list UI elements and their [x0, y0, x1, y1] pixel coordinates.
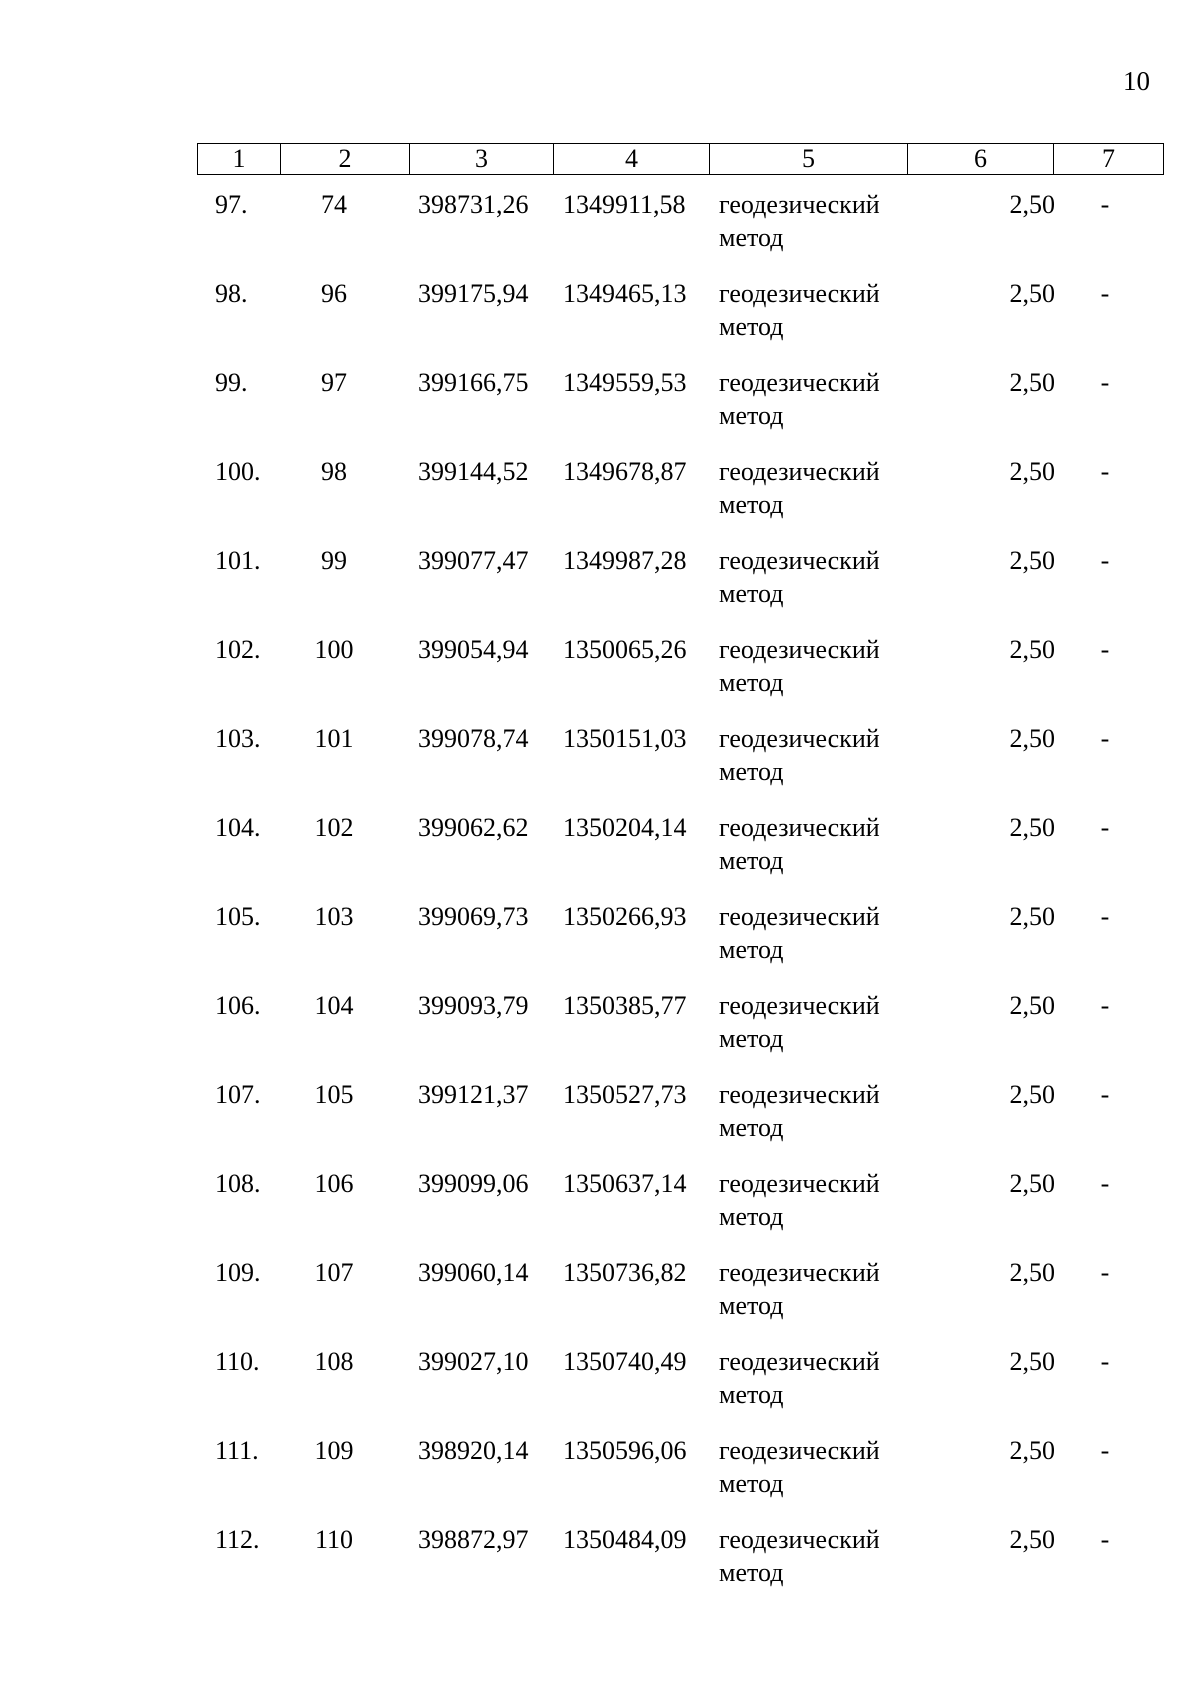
accuracy-value: 2,50	[1009, 1525, 1055, 1554]
point-number: 102	[314, 813, 354, 842]
note-value: -	[1100, 1080, 1110, 1109]
coordinate-y: 1350151,03	[563, 724, 687, 753]
accuracy-value: 2,50	[1009, 190, 1055, 219]
note-value: -	[1100, 724, 1110, 753]
note-value: -	[1100, 1525, 1110, 1554]
table-row	[197, 633, 1163, 722]
table-row	[197, 1167, 1163, 1256]
coordinate-y: 1349465,13	[563, 279, 687, 308]
table-row	[197, 1345, 1163, 1434]
coordinate-x: 399093,79	[418, 991, 529, 1020]
point-number: 96	[321, 279, 347, 308]
column-header: 3	[410, 144, 554, 175]
coordinate-y: 1349678,87	[563, 457, 687, 486]
column-header: 1	[198, 144, 281, 175]
determination-method: геодезический метод	[719, 1525, 880, 1587]
table-row	[197, 811, 1163, 900]
determination-method: геодезический метод	[719, 1347, 880, 1409]
coordinate-x: 399062,62	[418, 813, 529, 842]
table-row	[197, 277, 1163, 366]
row-number: 103.	[215, 724, 261, 753]
note-value: -	[1100, 635, 1110, 664]
determination-method: геодезический метод	[719, 724, 880, 786]
coordinate-y: 1349911,58	[563, 190, 686, 219]
note-value: -	[1100, 902, 1110, 931]
row-number: 99.	[215, 368, 248, 397]
point-number: 109	[314, 1436, 354, 1465]
coordinate-x: 398920,14	[418, 1436, 529, 1465]
row-number: 111.	[215, 1436, 259, 1465]
point-number: 104	[314, 991, 354, 1020]
determination-method: геодезический метод	[719, 635, 880, 697]
determination-method: геодезический метод	[719, 457, 880, 519]
coordinate-x: 399099,06	[418, 1169, 529, 1198]
coordinate-y: 1350527,73	[563, 1080, 687, 1109]
table-row	[197, 188, 1163, 277]
point-number: 74	[321, 190, 347, 219]
determination-method: геодезический метод	[719, 1258, 880, 1320]
accuracy-value: 2,50	[1009, 546, 1055, 575]
accuracy-value: 2,50	[1009, 724, 1055, 753]
table-row	[197, 1434, 1163, 1523]
table-body	[197, 188, 1163, 1612]
point-number: 100	[314, 635, 354, 664]
row-number: 108.	[215, 1169, 261, 1198]
accuracy-value: 2,50	[1009, 1080, 1055, 1109]
coordinate-x: 399060,14	[418, 1258, 529, 1287]
table-row	[197, 1078, 1163, 1167]
page-number: 10	[1123, 66, 1150, 96]
row-number: 107.	[215, 1080, 261, 1109]
coordinate-y: 1350637,14	[563, 1169, 687, 1198]
point-number: 101	[314, 724, 354, 753]
point-number: 108	[314, 1347, 354, 1376]
accuracy-value: 2,50	[1009, 1347, 1055, 1376]
note-value: -	[1100, 546, 1110, 575]
table-row	[197, 1523, 1163, 1612]
accuracy-value: 2,50	[1009, 1436, 1055, 1465]
column-header: 4	[554, 144, 710, 175]
determination-method: геодезический метод	[719, 813, 880, 875]
coordinate-x: 398872,97	[418, 1525, 529, 1554]
coordinate-x: 399054,94	[418, 635, 529, 664]
accuracy-value: 2,50	[1009, 635, 1055, 664]
determination-method: геодезический метод	[719, 1169, 880, 1231]
row-number: 98.	[215, 279, 248, 308]
determination-method: геодезический метод	[719, 546, 880, 608]
row-number: 100.	[215, 457, 261, 486]
table-row	[197, 366, 1163, 455]
determination-method: геодезический метод	[719, 902, 880, 964]
accuracy-value: 2,50	[1009, 457, 1055, 486]
note-value: -	[1100, 1258, 1110, 1287]
determination-method: геодезический метод	[719, 279, 880, 341]
row-number: 102.	[215, 635, 261, 664]
row-number: 97.	[215, 190, 248, 219]
coordinate-y: 1350266,93	[563, 902, 687, 931]
coordinate-y: 1350596,06	[563, 1436, 687, 1465]
accuracy-value: 2,50	[1009, 279, 1055, 308]
accuracy-value: 2,50	[1009, 991, 1055, 1020]
note-value: -	[1100, 279, 1110, 308]
coordinate-x: 399027,10	[418, 1347, 529, 1376]
coordinate-x: 399069,73	[418, 902, 529, 931]
row-number: 104.	[215, 813, 261, 842]
coordinate-x: 399121,37	[418, 1080, 529, 1109]
table-row	[197, 722, 1163, 811]
table-row	[197, 1256, 1163, 1345]
coordinate-x: 399175,94	[418, 279, 529, 308]
column-header: 2	[281, 144, 410, 175]
coordinate-y: 1350204,14	[563, 813, 687, 842]
determination-method: геодезический метод	[719, 1080, 880, 1142]
note-value: -	[1100, 190, 1110, 219]
coordinate-x: 398731,26	[418, 190, 529, 219]
table-row	[197, 989, 1163, 1078]
accuracy-value: 2,50	[1009, 1258, 1055, 1287]
table-row	[197, 455, 1163, 544]
note-value: -	[1100, 1169, 1110, 1198]
note-value: -	[1100, 368, 1110, 397]
point-number: 103	[314, 902, 354, 931]
column-header-table	[197, 143, 1164, 175]
point-number: 106	[314, 1169, 354, 1198]
coordinate-x: 399166,75	[418, 368, 529, 397]
note-value: -	[1100, 991, 1110, 1020]
note-value: -	[1100, 457, 1110, 486]
point-number: 98	[321, 457, 347, 486]
row-number: 109.	[215, 1258, 261, 1287]
coordinate-x: 399077,47	[418, 546, 529, 575]
point-number: 99	[321, 546, 347, 575]
accuracy-value: 2,50	[1009, 813, 1055, 842]
point-number: 97	[321, 368, 347, 397]
coordinate-y: 1349559,53	[563, 368, 687, 397]
coordinate-y: 1350736,82	[563, 1258, 687, 1287]
accuracy-value: 2,50	[1009, 368, 1055, 397]
coordinate-x: 399144,52	[418, 457, 529, 486]
row-number: 105.	[215, 902, 261, 931]
row-number: 101.	[215, 546, 261, 575]
coordinate-y: 1349987,28	[563, 546, 687, 575]
determination-method: геодезический метод	[719, 991, 880, 1053]
column-header: 6	[908, 144, 1054, 175]
note-value: -	[1100, 813, 1110, 842]
row-number: 112.	[215, 1525, 260, 1554]
note-value: -	[1100, 1347, 1110, 1376]
column-header: 5	[710, 144, 908, 175]
determination-method: геодезический метод	[719, 368, 880, 430]
coordinate-x: 399078,74	[418, 724, 529, 753]
point-number: 110	[314, 1525, 354, 1554]
accuracy-value: 2,50	[1009, 1169, 1055, 1198]
coordinate-y: 1350740,49	[563, 1347, 687, 1376]
column-header: 7	[1054, 144, 1164, 175]
row-number: 106.	[215, 991, 261, 1020]
table-row	[197, 900, 1163, 989]
point-number: 105	[314, 1080, 354, 1109]
accuracy-value: 2,50	[1009, 902, 1055, 931]
table-row	[197, 544, 1163, 633]
row-number: 110.	[215, 1347, 260, 1376]
determination-method: геодезический метод	[719, 190, 880, 252]
point-number: 107	[314, 1258, 354, 1287]
coordinate-y: 1350484,09	[563, 1525, 687, 1554]
determination-method: геодезический метод	[719, 1436, 880, 1498]
coordinate-y: 1350065,26	[563, 635, 687, 664]
note-value: -	[1100, 1436, 1110, 1465]
column-header-row	[198, 144, 1164, 175]
coordinate-y: 1350385,77	[563, 991, 687, 1020]
